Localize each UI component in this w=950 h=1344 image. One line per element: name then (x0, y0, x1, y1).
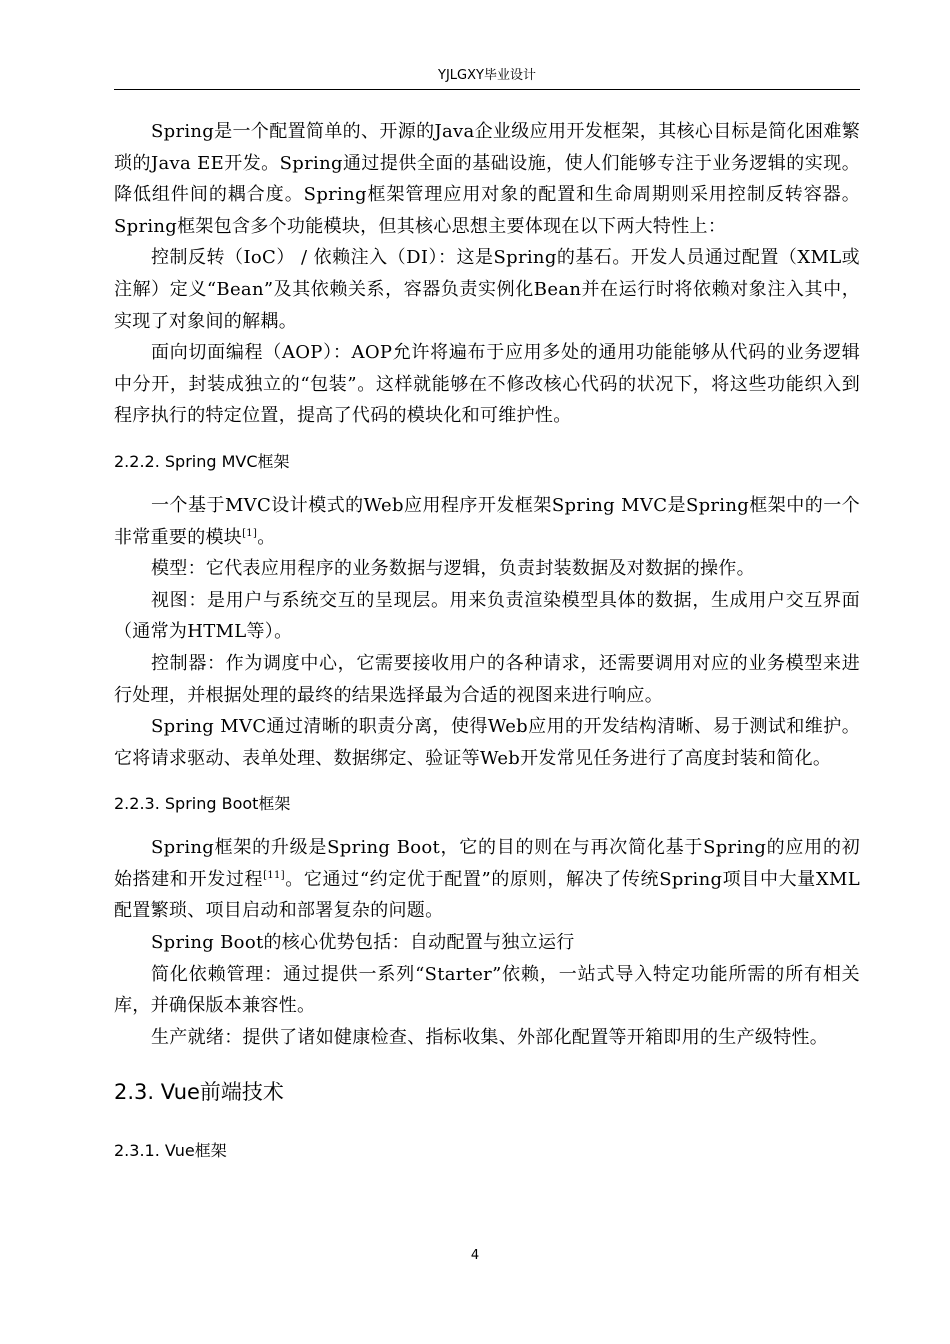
citation-ref: [1] (242, 527, 258, 539)
paragraph (114, 242, 860, 337)
paragraph (114, 553, 860, 585)
paragraph-text: 控制反转（IoC） / 依赖注入（DI）：这是Spring的基石。开发人员通过配置（XML或注解）定义“Bean”及其依赖关系，容器负责实例化Bean并在运行时将依赖对象注入其中，实现了对象间的解耦。 (114, 247, 860, 332)
paragraph-text: 面向切面编程（AOP）：AOP允许将遍布于应用多处的通用功能能够从代码的业务逻辑中分开，封装成独立的“包装”。这样就能够在不修改核心代码的状况下，将这些功能织入到程序执行的特定位置，提高了代码的模块化和可维护性。 (114, 342, 860, 427)
paragraph-text: Spring框架的升级是Spring Boot，它的目的则在与再次简化基于Spring的应用的初始搭建和开发过程 (114, 837, 860, 890)
paragraph-text: Spring是一个配置简单的、开源的Java企业级应用开发框架，其核心目标是简化困难繁琐的Java EE开发。Spring通过提供全面的基础设施，使人们能够专注于业务逻辑的实现。降低组件间的耦合度。Spring框架管理应用对象的配置和生命周期则采用控制反转容器。Spring框架包含多个功能模块，但其核心思想主要体现在以下两大特性上： (114, 121, 860, 237)
subsection-heading: 2.2.3. Spring Boot框架 (114, 794, 291, 814)
paragraph-text: 控制器：作为调度中心，它需要接收用户的各种请求，还需要调用对应的业务模型来进行处理，并根据处理的最终的结果选择最为合适的视图来进行响应。 (114, 652, 860, 706)
subsection-heading: 2.3.1. Vue框架 (114, 1141, 227, 1161)
paragraph (114, 959, 860, 1022)
document-body (114, 116, 860, 1179)
paragraph-text: 视图：是用户与系统交互的呈现层。用来负责渲染模型具体的数据，生成用户交互界面（通常为HTML等）。 (114, 589, 860, 643)
paragraph-text-tail: 。它通过“约定优于配置”的原则，解决了传统Spring项目中大量XML配置繁琐、项目启动和部署复杂的问题。 (114, 868, 860, 922)
paragraph-text: 简化依赖管理：通过提供一系列“Starter”依赖，一站式导入特定功能所需的所有相关库，并确保版本兼容性。 (114, 963, 860, 1017)
page-number: 4 (470, 1248, 480, 1263)
paragraph (114, 927, 860, 959)
paragraph-text: Spring Boot的核心优势包括：自动配置与独立运行 (151, 932, 575, 954)
paragraph (114, 585, 860, 648)
paragraph (114, 1022, 860, 1054)
header-rule (114, 89, 860, 90)
paragraph-text-tail: 。 (257, 526, 276, 548)
page-header: YJLGXY毕业设计 (438, 68, 536, 83)
paragraph-text: 生产就绪：提供了诸如健康检查、指标收集、外部化配置等开箱即用的生产级特性。 (151, 1026, 829, 1048)
paragraph (114, 337, 860, 432)
section-heading: 2.3. Vue前端技术 (114, 1080, 284, 1105)
paragraph (114, 116, 860, 242)
paragraph (114, 832, 860, 927)
paragraph (114, 648, 860, 711)
paragraph-text: Spring MVC通过清晰的职责分离，使得Web应用的开发结构清晰、易于测试和维护。它将请求驱动、表单处理、数据绑定、验证等Web开发常见任务进行了高度封装和简化。 (114, 716, 860, 769)
paragraph (114, 490, 860, 553)
paragraph-text: 模型：它代表应用程序的业务数据与逻辑，负责封装数据及对数据的操作。 (151, 558, 755, 580)
citation-ref: [11] (263, 869, 285, 881)
paragraph-text: 一个基于MVC设计模式的Web应用程序开发框架Spring MVC是Spring框架中的一个非常重要的模块 (114, 494, 860, 548)
subsection-heading: 2.2.2. Spring MVC框架 (114, 451, 290, 471)
paragraph (114, 711, 860, 774)
